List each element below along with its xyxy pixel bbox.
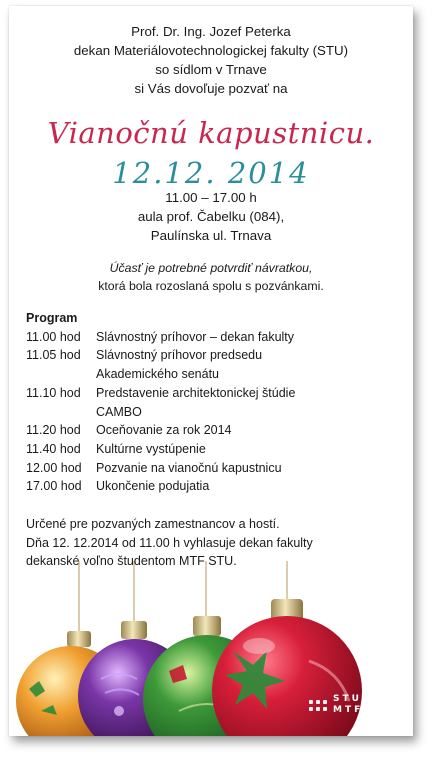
logo-line-2: MTF <box>333 705 364 715</box>
event-time: 11.00 – 17.00 h <box>165 190 257 205</box>
program-time: 11.10 hod <box>26 385 81 400</box>
host-title: dekan Materiálovotechnologickej fakulty (STU) <box>73 43 349 58</box>
logo-dots-icon <box>309 700 327 711</box>
program-heading: Program <box>26 311 78 325</box>
program-time: 11.40 hod <box>26 441 81 456</box>
logo-line-1: STU <box>333 694 362 704</box>
event-address: Paulínska ul. Trnava <box>150 228 272 243</box>
program-text: Kultúrne vystúpenie <box>96 441 206 456</box>
footer-line-2: Dňa 12. 12.2014 od 11.00 h vyhlasuje dekan fakulty <box>26 535 313 550</box>
invitation-card <box>9 6 413 736</box>
program-section <box>26 309 295 496</box>
program-item <box>26 328 295 347</box>
program-item <box>26 459 295 478</box>
stu-mtf-logo <box>309 694 363 716</box>
event-place: aula prof. Čabelku (084), <box>137 209 285 224</box>
program-item <box>26 477 295 496</box>
program-text: Slávnostný príhovor – dekan fakulty <box>96 329 295 344</box>
rsvp-line-1: Účasť je potrebné potvrdiť návratkou, <box>109 261 313 275</box>
event-details <box>9 188 413 245</box>
program-item <box>26 346 295 365</box>
program-text: Oceňovanie za rok 2014 <box>96 423 232 438</box>
program-text: Pozvanie na vianočnú kapustnicu <box>96 460 282 475</box>
program-text-continued: Akademického senátu <box>96 367 219 382</box>
footer-line-3: dekanské voľno študentom MTF STU. <box>26 554 237 569</box>
program-item <box>26 421 295 440</box>
invitation-text: si Vás dovoľuje pozvať na <box>134 81 288 96</box>
program-time: 11.00 hod <box>26 329 81 344</box>
rsvp-note <box>9 259 413 295</box>
program-text: Ukončenie podujatia <box>96 479 210 494</box>
rsvp-line-2: ktorá bola rozoslaná spolu s pozvánkami. <box>98 279 324 293</box>
program-text-continued: CAMBO <box>96 404 142 419</box>
invitation-header <box>9 22 413 98</box>
host-location: so sídlom v Trnave <box>155 62 267 77</box>
program-time: 12.00 hod <box>26 460 82 475</box>
event-title: Vianočnú kapustnicu. <box>47 116 375 150</box>
program-item-continued <box>26 365 295 384</box>
event-date: 12.12. 2014 <box>112 156 310 190</box>
program-item-continued <box>26 403 295 422</box>
program-text: Slávnostný príhovor predsedu <box>96 348 263 363</box>
program-item <box>26 440 295 459</box>
host-name: Prof. Dr. Ing. Jozef Peterka <box>131 24 291 39</box>
program-item <box>26 384 295 403</box>
footer-line-1: Určené pre pozvaných zamestnancov a hostí. <box>26 517 280 531</box>
program-time: 17.00 hod <box>26 479 82 494</box>
program-time: 11.20 hod <box>26 423 81 438</box>
program-text: Predstavenie architektonickej štúdie <box>96 385 296 400</box>
program-time: 11.05 hod <box>26 348 81 363</box>
